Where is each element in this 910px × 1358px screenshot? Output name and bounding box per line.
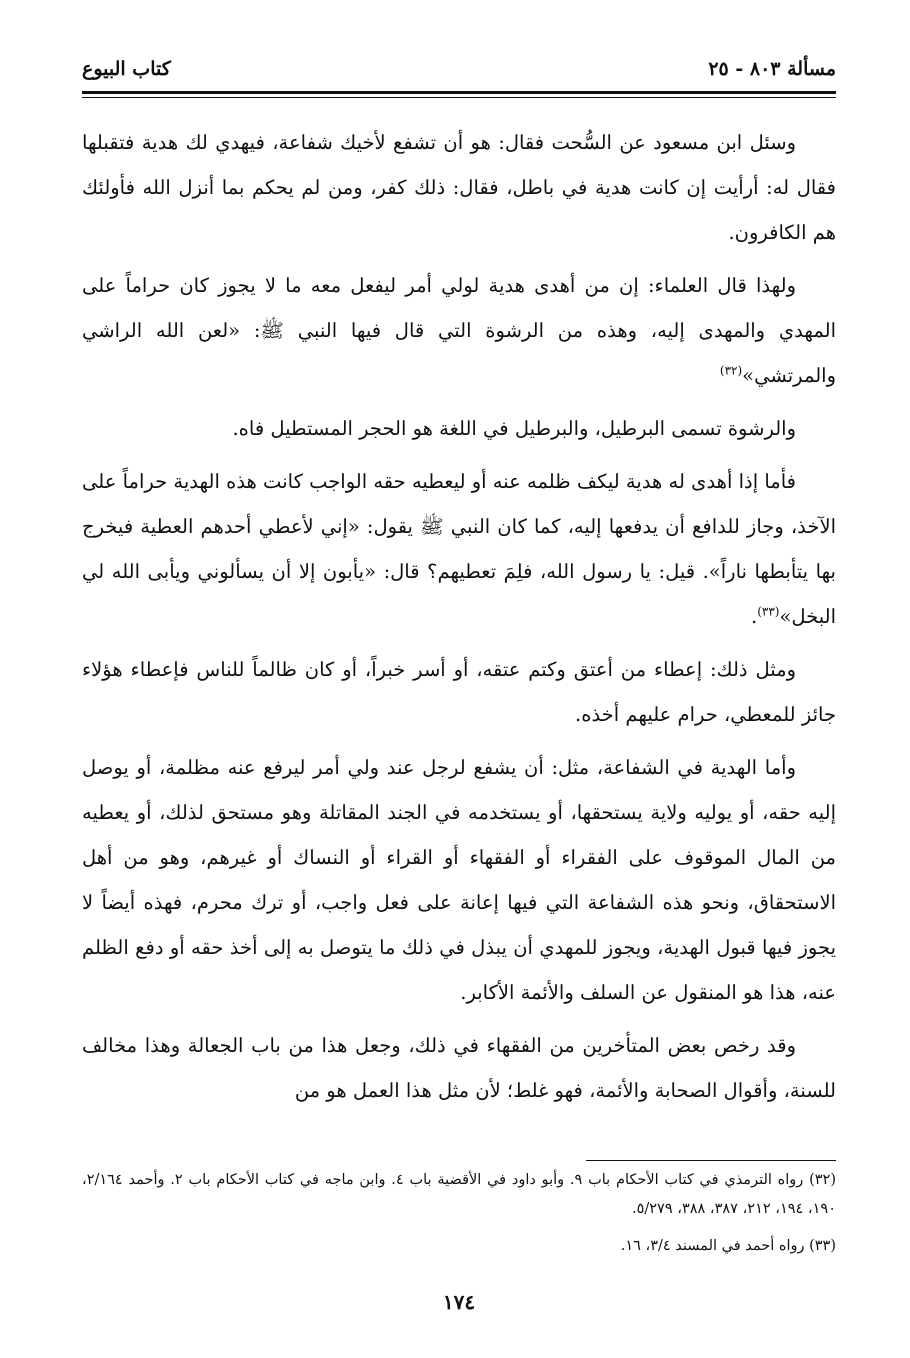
paragraph-text: فأما إذا أهدى له هدية ليكف ظلمه عنه أو ليعطيه حقه الواجب كانت هذه الهدية حراماً على الآخذ، وجاز للدافع أن يدفعها إليه، كما كان النبي ﷺ يقول: «إني لأعطي أحدهم العطية فيخرج بها يتأبطها ناراً». قيل: يا رسول الله، فلِمَ تعطيهم؟ قال: «يأبون إلا أن يسألوني ويأبى الله لي البخل» — [82, 470, 836, 628]
paragraph: والرشوة تسمى البرطيل، والبرطيل في اللغة هو الحجر المستطيل فاه. — [232, 417, 796, 440]
paragraph: فأما إذا أهدى له هدية ليكف ظلمه عنه أو ليعطيه حقه الواجب كانت هذه الهدية حراماً على الآخذ، وجاز للدافع أن يدفعها إليه، كما كان النبي ﷺ يقول: «إني لأعطي أحدهم العطية فيخرج بها يتأبطها ناراً». قيل: يا رسول الله، فلِمَ تعطيهم؟ قال: «يأبون إلا أن يسألوني ويأبى الله لي البخل»$^{(٣٣)}$. — [82, 470, 836, 628]
header-rule-thick — [82, 91, 836, 94]
header-rule-thin — [82, 97, 836, 98]
footnote-reference: (٣٢) — [719, 363, 743, 378]
paragraph-text: ولهذا قال العلماء: إن من أهدى هدية لولي أمر ليفعل معه ما لا يجوز كان حراماً على المهدي والمهدى إليه، وهذه من الرشوة التي قال فيها النبي ﷺ: «لعن الله الراشي والمرتشي» — [82, 274, 836, 387]
footnote-reference: (٣٣) — [757, 604, 780, 619]
paragraph: وقد رخص بعض المتأخرين من الفقهاء في ذلك، وجعل هذا من باب الجعالة وهذا مخالف للسنة، وأقوال الصحابة والأئمة، فهو غلط؛ لأن مثل هذا العمل هو من — [82, 1034, 836, 1102]
book-page — [82, 0, 836, 1358]
paragraph: وسئل ابن مسعود عن السُّحت فقال: هو أن تشفع لأخيك شفاعة، فيهدي لك هدية فتقبلها فقال له: أرأيت إن كانت هدية في باطل، فقال: ذلك كفر، ومن لم يحكم بما أنزل الله فأولئك هم الكافرون. — [82, 131, 836, 244]
header-issue-number: مسألة ٨٠٣ - ٢٥ — [708, 58, 836, 80]
footnotes — [82, 1166, 836, 1269]
page-number: ١٧٤ — [442, 1290, 476, 1314]
header-book-title: كتاب البيوع — [82, 58, 171, 80]
footnote-separator — [586, 1160, 836, 1161]
paragraph: وأما الهدية في الشفاعة، مثل: أن يشفع لرجل عند ولي أمر ليرفع عنه مظلمة، أو يوصل إليه حقه، أو يوليه ولاية يستحقها، أو يستخدمه في الجند المقاتلة وهو مستحق لذلك، أو يعطيه من المال الموقوف على الفقراء أو الفقهاء أو القراء أو النساك أو غيرهم، وهو من أهل الاستحقاق، ونحو هذه الشفاعة التي فيها إعانة على فعل واجب، أو ترك محرم، فهذه أيضاً لا يجوز فيها قبول الهدية، ويجوز للمهدي أن يبذل في ذلك ما يتوصل به إلى أخذ حقه أو دفع الظلم عنه، هذا هو المنقول عن السلف والأئمة الأكابر. — [82, 756, 836, 1004]
paragraph — [82, 263, 836, 398]
footnote: (٣٢) رواه الترمذي في كتاب الأحكام باب ٩. وأبو داود في الأقضية باب ٤. وابن ماجه في كتاب الأحكام باب ٢. وأحمد ٢/١٦٤، ١٩٠، ١٩٤، ٢١٢، ٣٨٧، ٣٨٨، ٥/٢٧٩. — [82, 1172, 836, 1217]
main-text — [82, 120, 836, 1121]
running-header — [82, 58, 836, 88]
footnote: (٣٣) رواه أحمد في المسند ٣/٤، ١٦. — [620, 1238, 836, 1254]
paragraph: ومثل ذلك: إعطاء من أعتق وكتم عتقه، أو أسر خبراً، أو كان ظالماً للناس فإعطاء هؤلاء جائز للمعطي، حرام عليهم أخذه. — [82, 658, 836, 726]
